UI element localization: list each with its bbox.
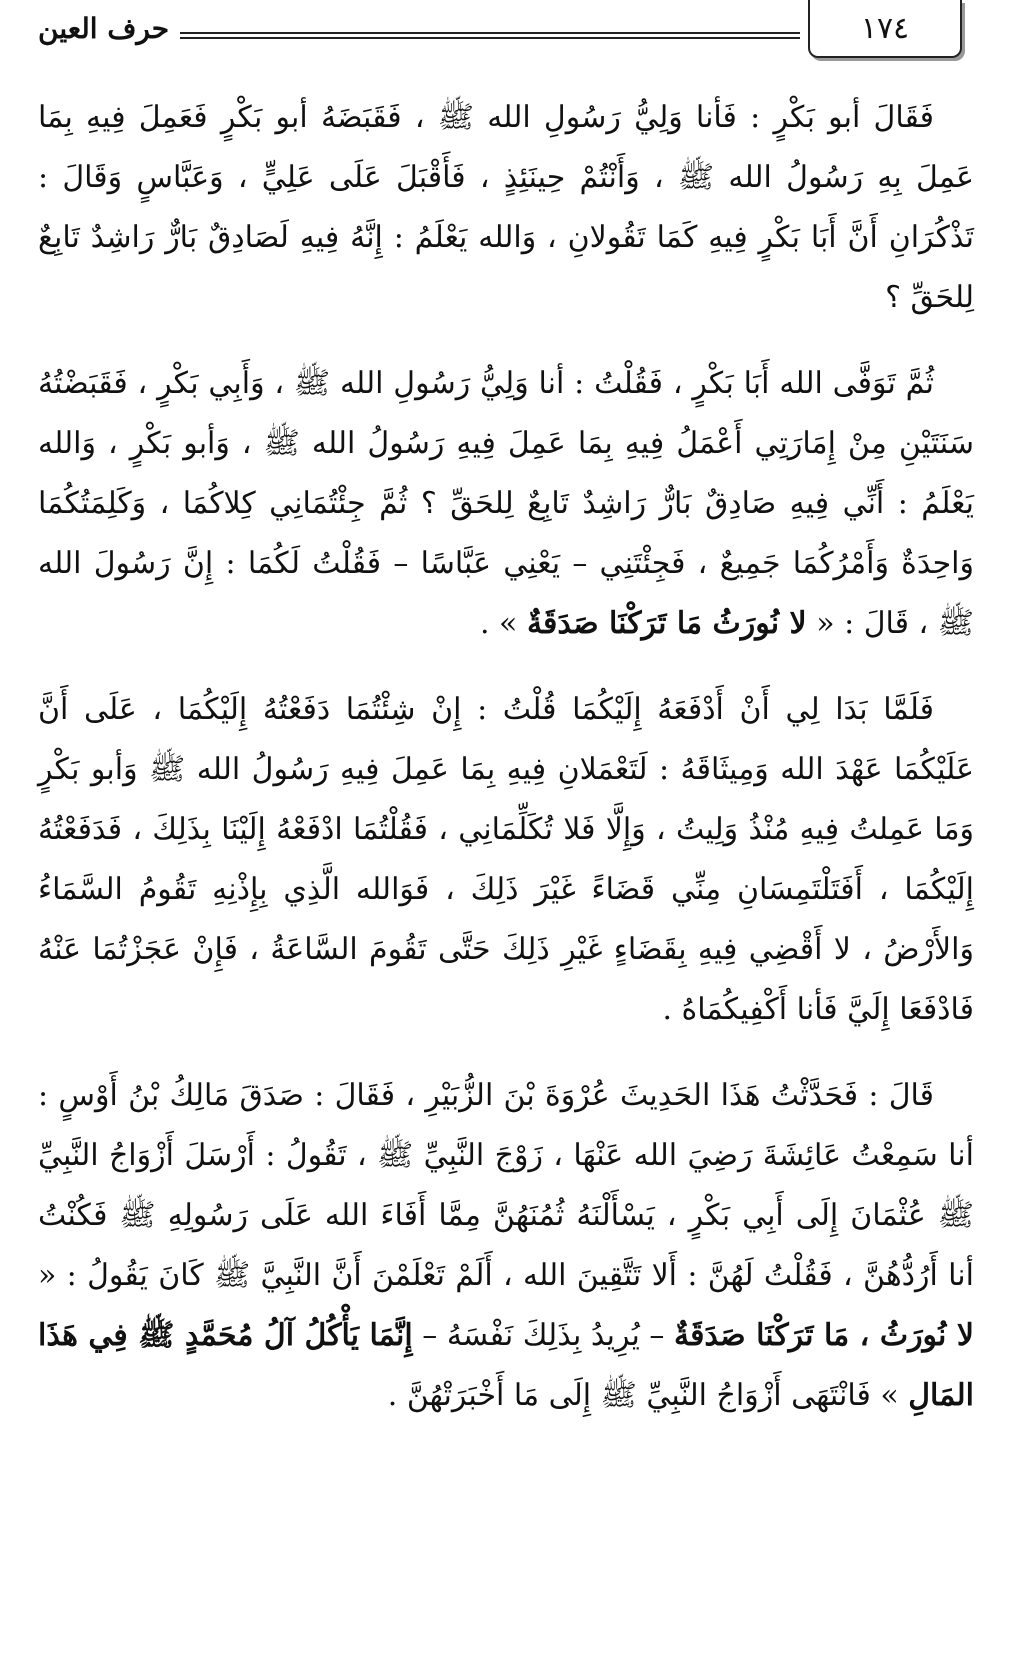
page-header [0,0,1010,70]
paragraph [38,354,974,654]
paragraph [38,88,974,328]
hadith-quote: إِنَّمَا يَأْكُلُ آلُ مُحَمَّدٍ ﷺ فِي هَذَا المَالِ [38,1318,974,1413]
hadith-quote: لا نُورَثُ مَا تَرَكْنَا صَدَقَةٌ [526,606,807,641]
paragraph-text: ثُمَّ تَوَفَّى الله أَبَا بَكْرٍ ، فَقُلْتُ : أنا وَلِيُّ رَسُولِ الله ﷺ ، وَأَبِي بَكْرٍ ، فَقَبَضْتُهُ سَنَتَيْنِ مِنْ إِمَارَتِي أَعْمَلُ فِيهِ بِمَا عَمِلَ فِيهِ رَسُولُ الله ﷺ ، وَأبو بَكْرٍ ، وَالله يَعْلَمُ : أَنِّي فِيهِ صَادِقٌ بَارٌّ رَاشِدٌ تَابِعٌ لِلحَقِّ ؟ ثُمَّ جِئْتُمَانِي كِلاكُمَا ، وَكَلِمَتُكُمَا وَاحِدَةٌ وَأَمْرُكُمَا جَمِيعٌ ، فَجِئْتَنِي – يَعْنِي عَبَّاسًا – فَقُلْتُ لَكُمَا : إِنَّ رَسُولَ الله ﷺ ، قَالَ : « [38,366,974,641]
running-title: حرف العين [38,12,170,45]
header-divider [180,32,800,39]
paragraph [38,1066,974,1426]
paragraph-text: فَلَمَّا بَدَا لِي أَنْ أَدْفَعَهُ إِلَيْكُمَا قُلْتُ : إِنْ شِئْتُمَا دَفَعْتُهُ إِلَيْكُمَا ، عَلَى أَنَّ عَلَيْكُمَا عَهْدَ الله وَمِيثَاقَهُ : لَتَعْمَلانِ فِيهِ بِمَا عَمِلَ فِيهِ رَسُولُ الله ﷺ وَأبو بَكْرٍ وَمَا عَمِلتُ فِيهِ مُنْذُ وَلِيتُ ، وَإِلَّا فَلا تُكَلِّمَانِي ، فَقُلْتُمَا ادْفَعْهُ إِلَيْنَا بِذَلِكَ ، فَدَفَعْتُهُ إِلَيْكُمَا ، أَفَتَلْتَمِسَانِ مِنِّي قَضَاءً غَيْرَ ذَلِكَ ، فَوَالله الَّذِي بِإِذْنِهِ تَقُومُ السَّمَاءُ وَالأَرْضُ ، لا أَقْضِي فِيهِ بِقَضَاءٍ غَيْرِ ذَلِكَ حَتَّى تَقُومَ السَّاعَةُ ، فَإِنْ عَجَزْتُمَا عَنْهُ فَادْفَعَا إِلَيَّ فَأنا أَكْفِيكُمَاهُ . [38,692,974,1027]
paragraph-text: – يُرِيدُ بِذَلِكَ نَفْسَهُ – [412,1318,674,1353]
paragraph-text: » . [479,606,527,641]
page-number: ١٧٤ [860,10,910,46]
page-number-box [808,0,962,58]
hadith-quote: لا نُورَثُ ، مَا تَرَكْنَا صَدَقَةٌ [674,1318,974,1353]
paragraph-text: قَالَ : فَحَدَّثْتُ هَذَا الحَدِيثَ عُرْوَةَ بْنَ الزُّبَيْرِ ، فَقَالَ : صَدَقَ مَالِكُ بْنُ أَوْسٍ : أنا سَمِعْتُ عَائِشَةَ رَضِيَ الله عَنْهَا ، زَوْجَ النَّبِيِّ ﷺ ، تَقُولُ : أَرْسَلَ أَزْوَاجُ النَّبِيِّ ﷺ عُثْمَانَ إِلَى أَبِي بَكْرٍ ، يَسْأَلْنَهُ ثُمُنَهُنَّ مِمَّا أَفَاءَ الله عَلَى رَسُولِهِ ﷺ فَكُنْتُ أنا أَرُدُّهُنَّ ، فَقُلْتُ لَهُنَّ : أَلا تَتَّقِينَ الله ، أَلَمْ تَعْلَمْنَ أَنَّ النَّبِيَّ ﷺ كَانَ يَقُولُ : « [38,1078,974,1293]
paragraph-text: » فَانْتَهَى أَزْوَاجُ النَّبِيِّ ﷺ إِلَى مَا أَخْبَرَتْهُنَّ . [387,1378,909,1413]
paragraph [38,680,974,1040]
paragraph-text: فَقَالَ أبو بَكْرٍ : فَأنا وَلِيُّ رَسُولِ الله ﷺ ، فَقَبَضَهُ أبو بَكْرٍ فَعَمِلَ فِيهِ بِمَا عَمِلَ بِهِ رَسُولُ الله ﷺ ، وَأَنْتُمْ حِينَئِذٍ ، فَأَقْبَلَ عَلَى عَلِيٍّ ، وَعَبَّاسٍ وَقَالَ : تَذْكُرَانِ أَنَّ أَبَا بَكْرٍ فِيهِ كَمَا تَقُولانِ ، وَالله يَعْلَمُ : إِنَّهُ فِيهِ لَصَادِقٌ بَارٌّ رَاشِدٌ تَابِعٌ لِلحَقِّ ؟ [38,100,974,315]
body-text [38,88,974,1452]
